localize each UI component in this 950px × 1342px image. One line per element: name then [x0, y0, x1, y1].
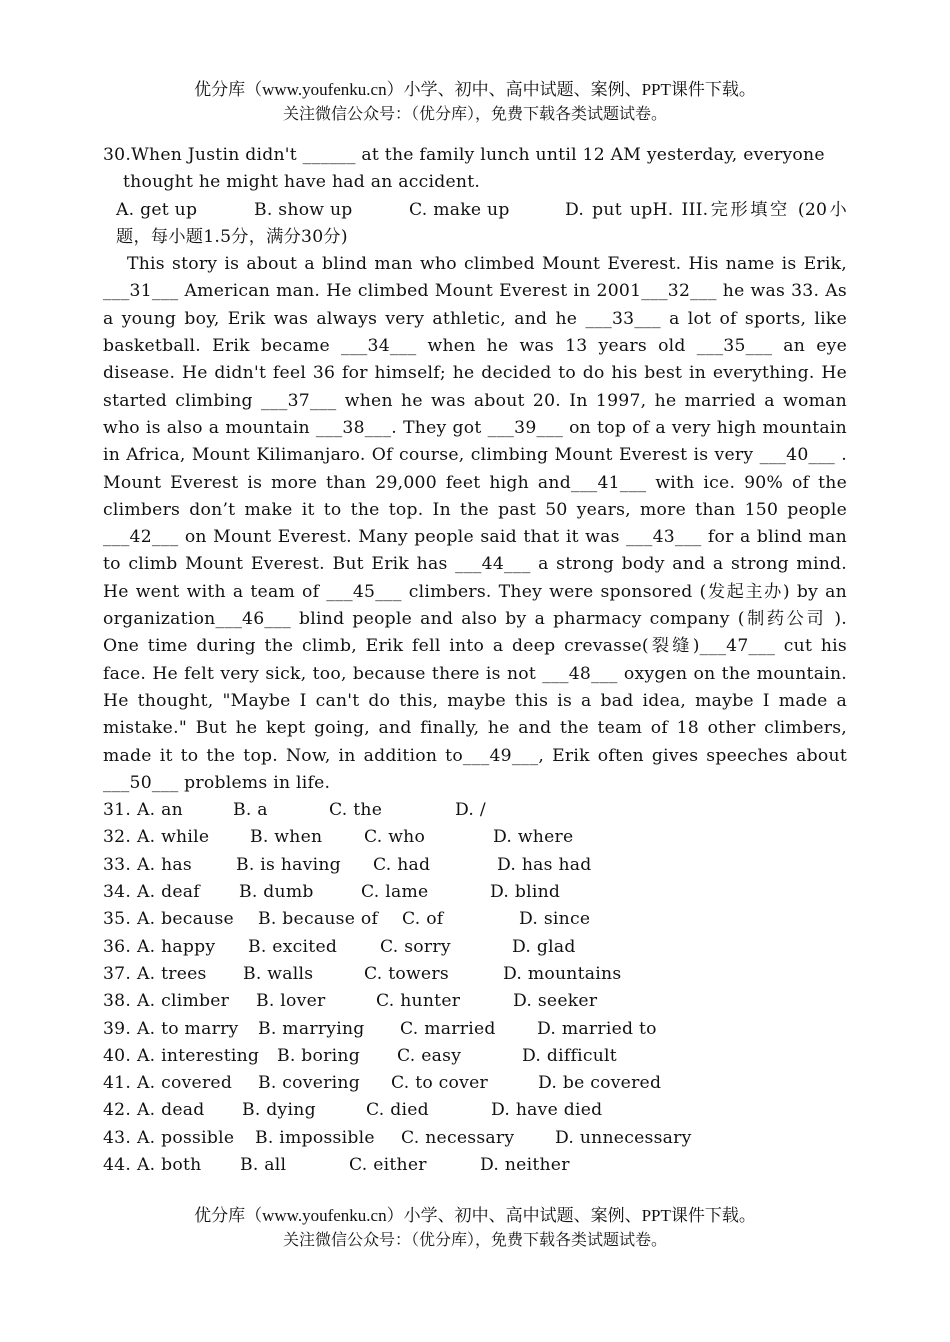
question-30-stem: 30.When Justin didn't ______ at the family lunch until 12 AM yesterday, everyone thought he might have had an accident. [103, 145, 825, 193]
option-b: B. walls [243, 963, 314, 984]
option-d: D. / [455, 800, 486, 821]
option-d: D. mountains [503, 963, 622, 984]
question-number: 44. [103, 1154, 132, 1175]
question-number: 39. [103, 1018, 132, 1039]
question-number: 31. [103, 800, 132, 821]
option-d: D. neither [480, 1154, 570, 1175]
option-a: A. has [137, 854, 192, 875]
option-b: B. excited [248, 936, 338, 957]
question-row [103, 1070, 847, 1097]
question-row [103, 824, 847, 851]
question-number: 42. [103, 1100, 132, 1121]
option-d: D. seeker [513, 991, 598, 1012]
option-a: A. trees [137, 963, 207, 984]
option-b: B. lover [256, 991, 326, 1012]
option-c: C. married [400, 1018, 496, 1039]
question-row [103, 1152, 847, 1179]
option-a: A. covered [137, 1073, 233, 1094]
option-c: C. either [349, 1154, 427, 1175]
option-c: C. lame [361, 882, 429, 903]
option-a: A. to marry [137, 1018, 239, 1039]
option-c: C. who [364, 827, 426, 848]
option-c: C. necessary [401, 1127, 515, 1148]
question-row [103, 852, 847, 879]
option-a: A. possible [137, 1127, 235, 1148]
option-a: A. climber [137, 991, 230, 1012]
option-c: C. easy [397, 1045, 462, 1066]
option-c: C. sorry [380, 936, 451, 957]
option-c: C. died [366, 1100, 429, 1121]
option-d: D. blind [490, 882, 561, 903]
option-c: C. to cover [391, 1073, 489, 1094]
footer-line-2: 关注微信公众号：（优分库），免费下载各类试题试卷。 [282, 1230, 667, 1249]
question-row [103, 1043, 847, 1070]
question-number: 36. [103, 936, 132, 957]
question-row [103, 1016, 847, 1043]
option-a: A. an [137, 800, 183, 821]
option-b: B. covering [258, 1073, 360, 1094]
question-number: 41. [103, 1073, 132, 1094]
question-number: 40. [103, 1045, 132, 1066]
option-a: A. while [137, 827, 210, 848]
option-a: A. because [137, 909, 234, 930]
question-number: 38. [103, 991, 132, 1012]
question-row [103, 797, 847, 824]
footer-line-1: 优分库（www.youfenku.cn）小学、初中、高中试题、案例、PPT课件下载。 [194, 1206, 756, 1225]
option-d: D. where [493, 827, 574, 848]
header-banner [0, 78, 950, 126]
option-c: C. hunter [376, 991, 461, 1012]
question-row [103, 1097, 847, 1124]
question-number: 34. [103, 882, 132, 903]
option-a: A. deaf [137, 882, 200, 903]
question-30-options [103, 197, 847, 252]
option-d: D. have died [491, 1100, 603, 1121]
banner-line-2: 关注微信公众号：（优分库），免费下载各类试题试卷。 [282, 104, 667, 123]
option-d: D. married to [537, 1018, 657, 1039]
option-d: D. difficult [522, 1045, 617, 1066]
option-b: B. all [240, 1154, 287, 1175]
question-row [103, 961, 847, 988]
exam-content [103, 142, 847, 1179]
option-c: C. towers [364, 963, 449, 984]
option-b: B. when [250, 827, 323, 848]
option-b: B. is having [236, 854, 341, 875]
option-b: B. impossible [255, 1127, 375, 1148]
option-d: D. has had [497, 854, 592, 875]
footer-banner [0, 1204, 950, 1252]
q30-option-d: D. put up [565, 199, 653, 220]
option-c: C. the [329, 800, 383, 821]
option-b: B. dying [242, 1100, 316, 1121]
option-a: A. interesting [137, 1045, 260, 1066]
option-d: D. unnecessary [555, 1127, 692, 1148]
option-b: B. because of [258, 909, 379, 930]
option-a: A. happy [137, 936, 216, 957]
question-number: 37. [103, 963, 132, 984]
question-number: 32. [103, 827, 132, 848]
option-b: B. a [233, 800, 268, 821]
q30-option-b: B. show up [254, 199, 353, 220]
option-d: D. be covered [538, 1073, 662, 1094]
option-a: A. dead [137, 1100, 205, 1121]
section-heading: H. III.完形填空 (20小题，每小题1.5分，满分30分) [116, 199, 847, 247]
question-number: 43. [103, 1127, 132, 1148]
option-d: D. glad [512, 936, 576, 957]
cloze-passage: This story is about a blind man who climbed Mount Everest. His name is Erik, ___31___ American man. He climbed Mount Everest in 2001___32___ he was 33. As a young boy, Erik was always very athletic, and he ___33___ a lot of sports, like basketball. Erik became ___34___ when he was 13 years old ___35___ an eye disease. He didn't feel 36 for himself; he decided to do his best in everything. He started climbing ___37___ when he was about 20. In 1997, he married a woman who is also a mountain ___38___. They got ___39___ on top of a very high mountain in Africa, Mount Kilimanjaro. Of course, climbing Mount Everest is very ___40___ . Mount Everest is more than 29,000 feet high and___41___ with ice. 90% of the climbers don’t make it to the top. In the past 50 years, more than 150 people ___42___ on Mount Everest. Many people said that it was ___43___ for a blind man to climb Mount Everest. But Erik has ___44___ a strong body and a strong mind. He went with a team of ___45___ climbers. They were sponsored (发起主办) by an organization___46___ blind people and also by a pharmacy company (制药公司 ). One time during the climb, Erik fell into a deep crevasse(裂缝)___47___ cut his face. He felt very sick, too, because there is not ___48___ oxygen on the mountain. He thought, "Maybe I can't do this, maybe this is a bad idea, maybe I made a mistake." But he kept going, and finally, he and the team of 18 other climbers, made it to the top. Now, in addition to___49___, Erik often gives speeches about ___50___ problems in life. [103, 254, 847, 793]
option-b: B. dumb [239, 882, 314, 903]
question-number: 33. [103, 854, 132, 875]
option-a: A. both [137, 1154, 202, 1175]
question-number: 35. [103, 909, 132, 930]
option-c: C. had [373, 854, 431, 875]
question-row [103, 988, 847, 1015]
question-row [103, 879, 847, 906]
option-c: C. of [402, 909, 444, 930]
question-row [103, 934, 847, 961]
q30-option-c: C. make up [409, 199, 510, 220]
option-d: D. since [519, 909, 591, 930]
banner-line-1: 优分库（www.youfenku.cn）小学、初中、高中试题、案例、PPT课件下载。 [194, 80, 756, 99]
q30-option-a: A. get up [116, 199, 198, 220]
question-row [103, 1125, 847, 1152]
option-b: B. marrying [258, 1018, 365, 1039]
question-row [103, 906, 847, 933]
option-b: B. boring [277, 1045, 360, 1066]
question-list [103, 797, 847, 1179]
